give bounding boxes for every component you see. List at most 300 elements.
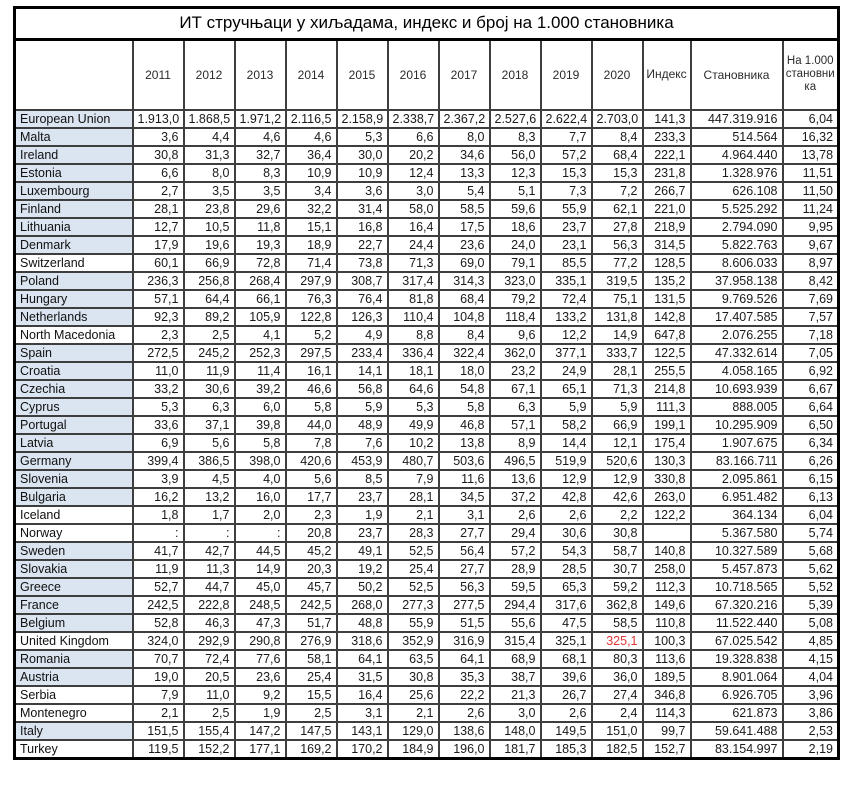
year-value-cell: 76,4 xyxy=(337,290,388,308)
table-row xyxy=(15,344,839,362)
population-cell: 10.693.939 xyxy=(691,380,783,398)
year-value-cell: 19,6 xyxy=(184,236,235,254)
year-value-cell: 19,0 xyxy=(133,668,184,686)
year-value-cell: 277,5 xyxy=(439,596,490,614)
year-value-cell: 31,3 xyxy=(184,146,235,164)
year-value-cell: 5,3 xyxy=(133,398,184,416)
year-value-cell: 7,7 xyxy=(541,128,592,146)
population-cell: 83.154.997 xyxy=(691,740,783,759)
table-row xyxy=(15,416,839,434)
year-value-cell: 10,9 xyxy=(337,164,388,182)
year-value-cell: 11,0 xyxy=(184,686,235,704)
year-value-cell: 16,4 xyxy=(388,218,439,236)
index-cell: 111,3 xyxy=(643,398,691,416)
year-value-cell: 89,2 xyxy=(184,308,235,326)
per-1000-cell: 9,67 xyxy=(783,236,839,254)
index-cell: 140,8 xyxy=(643,542,691,560)
country-name: Finland xyxy=(15,200,133,218)
population-cell: 67.320.216 xyxy=(691,596,783,614)
year-value-cell: 399,4 xyxy=(133,452,184,470)
year-value-cell: 2,4 xyxy=(592,704,643,722)
year-value-cell: 7,3 xyxy=(541,182,592,200)
year-header-2019: 2019 xyxy=(541,40,592,110)
year-value-cell: 6,6 xyxy=(388,128,439,146)
year-value-cell: 31,4 xyxy=(337,200,388,218)
country-name: Norway xyxy=(15,524,133,542)
index-cell: 113,6 xyxy=(643,650,691,668)
per-1000-cell: 5,62 xyxy=(783,560,839,578)
table-row xyxy=(15,290,839,308)
table-row xyxy=(15,470,839,488)
year-value-cell: 23,2 xyxy=(490,362,541,380)
index-cell: 149,6 xyxy=(643,596,691,614)
year-value-cell: 18,0 xyxy=(439,362,490,380)
year-value-cell: 333,7 xyxy=(592,344,643,362)
table-row xyxy=(15,218,839,236)
year-value-cell: 14,9 xyxy=(592,326,643,344)
year-value-cell: 55,6 xyxy=(490,614,541,632)
year-value-cell: 8,5 xyxy=(337,470,388,488)
population-cell: 17.407.585 xyxy=(691,308,783,326)
per-1000-cell: 6,92 xyxy=(783,362,839,380)
year-value-cell: 297,5 xyxy=(286,344,337,362)
population-cell: 5.457.873 xyxy=(691,560,783,578)
country-name: Estonia xyxy=(15,164,133,182)
year-value-cell: 49,1 xyxy=(337,542,388,560)
year-value-cell: 2.527,6 xyxy=(490,110,541,128)
country-name: North Macedonia xyxy=(15,326,133,344)
year-value-cell: 252,3 xyxy=(235,344,286,362)
year-value-cell: 45,7 xyxy=(286,578,337,596)
year-value-cell: 32,7 xyxy=(235,146,286,164)
year-value-cell: 71,3 xyxy=(388,254,439,272)
year-value-cell: 32,2 xyxy=(286,200,337,218)
index-cell: 141,3 xyxy=(643,110,691,128)
year-value-cell: 6,0 xyxy=(235,398,286,416)
year-value-cell: 13,6 xyxy=(490,470,541,488)
year-value-cell: 155,4 xyxy=(184,722,235,740)
index-cell: 142,8 xyxy=(643,308,691,326)
index-cell: 314,5 xyxy=(643,236,691,254)
year-value-cell: 3,4 xyxy=(286,182,337,200)
year-value-cell: 11,3 xyxy=(184,560,235,578)
year-value-cell: 92,3 xyxy=(133,308,184,326)
year-value-cell: 77,6 xyxy=(235,650,286,668)
year-value-cell: 5,6 xyxy=(286,470,337,488)
year-value-cell: 398,0 xyxy=(235,452,286,470)
year-value-cell: 1,8 xyxy=(133,506,184,524)
year-value-cell: 3,1 xyxy=(439,506,490,524)
index-cell: 263,0 xyxy=(643,488,691,506)
year-value-cell: 3,6 xyxy=(337,182,388,200)
year-value-cell: 18,9 xyxy=(286,236,337,254)
table-row xyxy=(15,200,839,218)
index-cell: 135,2 xyxy=(643,272,691,290)
year-value-cell: 5,9 xyxy=(592,398,643,416)
year-value-cell: 34,5 xyxy=(439,488,490,506)
year-value-cell: 1,9 xyxy=(235,704,286,722)
per-1000-cell: 6,50 xyxy=(783,416,839,434)
year-value-cell: 1,9 xyxy=(337,506,388,524)
per-1000-cell: 11,24 xyxy=(783,200,839,218)
per-1000-cell: 6,04 xyxy=(783,506,839,524)
year-value-cell: 39,8 xyxy=(235,416,286,434)
year-value-cell: 34,6 xyxy=(439,146,490,164)
year-value-cell: 17,7 xyxy=(286,488,337,506)
year-value-cell: 2,1 xyxy=(388,704,439,722)
table-row xyxy=(15,488,839,506)
population-cell: 2.076.255 xyxy=(691,326,783,344)
corner-cell xyxy=(15,40,133,110)
country-name: Poland xyxy=(15,272,133,290)
year-value-cell: 2,0 xyxy=(235,506,286,524)
year-value-cell: 71,3 xyxy=(592,380,643,398)
year-value-cell: 147,2 xyxy=(235,722,286,740)
year-value-cell: 20,5 xyxy=(184,668,235,686)
table-row xyxy=(15,614,839,632)
year-value-cell: 25,4 xyxy=(286,668,337,686)
year-value-cell: 325,1 xyxy=(541,632,592,650)
year-value-cell: 58,5 xyxy=(439,200,490,218)
year-value-cell: 4,6 xyxy=(235,128,286,146)
year-value-cell: 503,6 xyxy=(439,452,490,470)
year-value-cell: 38,7 xyxy=(490,668,541,686)
country-name: Luxembourg xyxy=(15,182,133,200)
year-value-cell: 2.338,7 xyxy=(388,110,439,128)
year-value-cell: 64,1 xyxy=(337,650,388,668)
year-value-cell: 11,6 xyxy=(439,470,490,488)
year-value-cell: 52,5 xyxy=(388,542,439,560)
population-cell: 2.095.861 xyxy=(691,470,783,488)
population-cell: 5.822.763 xyxy=(691,236,783,254)
year-value-cell: 18,1 xyxy=(388,362,439,380)
year-value-cell: 68,4 xyxy=(592,146,643,164)
per-1000-cell: 2,53 xyxy=(783,722,839,740)
year-value-cell: 2.116,5 xyxy=(286,110,337,128)
year-value-cell: 33,2 xyxy=(133,380,184,398)
year-value-cell: 76,3 xyxy=(286,290,337,308)
country-name: Denmark xyxy=(15,236,133,254)
year-value-cell: 276,9 xyxy=(286,632,337,650)
year-value-cell: 31,5 xyxy=(337,668,388,686)
index-cell: 131,5 xyxy=(643,290,691,308)
year-value-cell: 242,5 xyxy=(133,596,184,614)
year-value-cell: 5,3 xyxy=(337,128,388,146)
year-value-cell: 56,4 xyxy=(439,542,490,560)
year-value-cell: 8,8 xyxy=(388,326,439,344)
year-value-cell: 60,1 xyxy=(133,254,184,272)
year-value-cell: 2,6 xyxy=(439,704,490,722)
title-row xyxy=(15,8,839,40)
year-value-cell: 316,9 xyxy=(439,632,490,650)
year-value-cell: 46,8 xyxy=(439,416,490,434)
year-value-cell: 12,9 xyxy=(592,470,643,488)
table-row xyxy=(15,182,839,200)
year-value-cell: 149,5 xyxy=(541,722,592,740)
year-value-cell: 66,9 xyxy=(592,416,643,434)
year-value-cell: 29,6 xyxy=(235,200,286,218)
year-value-cell: 170,2 xyxy=(337,740,388,759)
index-cell xyxy=(643,524,691,542)
year-value-cell: 319,5 xyxy=(592,272,643,290)
year-value-cell: 30,8 xyxy=(133,146,184,164)
table-title: ИТ стручњаци у хиљадама, индекс и број на 1.000 становника xyxy=(15,8,839,40)
country-name: European Union xyxy=(15,110,133,128)
per-1000-cell: 13,78 xyxy=(783,146,839,164)
year-value-cell: 35,3 xyxy=(439,668,490,686)
index-cell: 130,3 xyxy=(643,452,691,470)
year-value-cell: 9,6 xyxy=(490,326,541,344)
year-value-cell: 2,6 xyxy=(490,506,541,524)
year-value-cell: 3,6 xyxy=(133,128,184,146)
country-name: Slovenia xyxy=(15,470,133,488)
table-row xyxy=(15,398,839,416)
year-value-cell: 27,7 xyxy=(439,524,490,542)
year-value-cell: 23,6 xyxy=(235,668,286,686)
year-value-cell: : xyxy=(235,524,286,542)
year-value-cell: 6,9 xyxy=(133,434,184,452)
year-value-cell: 13,3 xyxy=(439,164,490,182)
year-value-cell: 105,9 xyxy=(235,308,286,326)
year-value-cell: 36,0 xyxy=(592,668,643,686)
year-value-cell: 44,0 xyxy=(286,416,337,434)
year-value-cell: 51,7 xyxy=(286,614,337,632)
year-value-cell: 12,7 xyxy=(133,218,184,236)
table-row xyxy=(15,434,839,452)
per-1000-cell: 11,51 xyxy=(783,164,839,182)
population-cell: 11.522.440 xyxy=(691,614,783,632)
year-value-cell: 2.367,2 xyxy=(439,110,490,128)
year-value-cell: 6,3 xyxy=(490,398,541,416)
year-value-cell: 63,5 xyxy=(388,650,439,668)
year-value-cell: 59,6 xyxy=(490,200,541,218)
year-value-cell: 268,4 xyxy=(235,272,286,290)
year-value-cell: 54,8 xyxy=(439,380,490,398)
year-value-cell: 8,0 xyxy=(184,164,235,182)
year-value-cell: 7,2 xyxy=(592,182,643,200)
table-row xyxy=(15,686,839,704)
year-value-cell: 138,6 xyxy=(439,722,490,740)
year-value-cell: 11,0 xyxy=(133,362,184,380)
table-row xyxy=(15,722,839,740)
population-cell: 83.166.711 xyxy=(691,452,783,470)
year-value-cell: 66,1 xyxy=(235,290,286,308)
country-name: Serbia xyxy=(15,686,133,704)
per-1000-cell: 3,96 xyxy=(783,686,839,704)
year-value-cell: 25,4 xyxy=(388,560,439,578)
country-name: Slovakia xyxy=(15,560,133,578)
year-value-cell: 325,1 xyxy=(592,632,643,650)
year-value-cell: 317,6 xyxy=(541,596,592,614)
per-1000-cell: 7,05 xyxy=(783,344,839,362)
per-1000-cell: 4,15 xyxy=(783,650,839,668)
country-name: Romania xyxy=(15,650,133,668)
country-name: Belgium xyxy=(15,614,133,632)
year-value-cell: 362,0 xyxy=(490,344,541,362)
year-value-cell: 322,4 xyxy=(439,344,490,362)
year-value-cell: 2,3 xyxy=(133,326,184,344)
country-name: Ireland xyxy=(15,146,133,164)
table-row xyxy=(15,524,839,542)
table-row xyxy=(15,668,839,686)
year-value-cell: 4,0 xyxy=(235,470,286,488)
year-value-cell: 21,3 xyxy=(490,686,541,704)
index-cell: 647,8 xyxy=(643,326,691,344)
table-body xyxy=(15,110,839,759)
population-cell: 10.327.589 xyxy=(691,542,783,560)
year-value-cell: 20,2 xyxy=(388,146,439,164)
year-value-cell: 7,9 xyxy=(133,686,184,704)
year-value-cell: 3,0 xyxy=(388,182,439,200)
year-value-cell: 52,5 xyxy=(388,578,439,596)
year-value-cell: 68,9 xyxy=(490,650,541,668)
country-name: United Kingdom xyxy=(15,632,133,650)
year-value-cell: 57,1 xyxy=(133,290,184,308)
year-value-cell: 66,9 xyxy=(184,254,235,272)
country-name: Sweden xyxy=(15,542,133,560)
year-value-cell: 308,7 xyxy=(337,272,388,290)
table-row xyxy=(15,596,839,614)
year-value-cell: 104,8 xyxy=(439,308,490,326)
year-value-cell: 151,5 xyxy=(133,722,184,740)
table-row xyxy=(15,650,839,668)
year-value-cell: 11,9 xyxy=(184,362,235,380)
year-value-cell: 133,2 xyxy=(541,308,592,326)
year-value-cell: 24,9 xyxy=(541,362,592,380)
year-value-cell: 14,4 xyxy=(541,434,592,452)
year-value-cell: 292,9 xyxy=(184,632,235,650)
year-value-cell: 64,6 xyxy=(388,380,439,398)
year-value-cell: 5,4 xyxy=(439,182,490,200)
year-value-cell: 75,1 xyxy=(592,290,643,308)
population-cell: 10.718.565 xyxy=(691,578,783,596)
year-value-cell: 50,2 xyxy=(337,578,388,596)
year-value-cell: 5,3 xyxy=(388,398,439,416)
year-value-cell: 20,3 xyxy=(286,560,337,578)
year-value-cell: 10,2 xyxy=(388,434,439,452)
year-value-cell: 12,4 xyxy=(388,164,439,182)
year-value-cell: 69,0 xyxy=(439,254,490,272)
population-cell: 4.964.440 xyxy=(691,146,783,164)
country-name: Portugal xyxy=(15,416,133,434)
population-cell: 59.641.488 xyxy=(691,722,783,740)
year-value-cell: 58,5 xyxy=(592,614,643,632)
population-cell: 621.873 xyxy=(691,704,783,722)
year-value-cell: 24,0 xyxy=(490,236,541,254)
year-value-cell: 314,3 xyxy=(439,272,490,290)
country-name: Croatia xyxy=(15,362,133,380)
per-1000-column-header: На 1.000 становника xyxy=(783,40,839,110)
year-value-cell: 28,1 xyxy=(592,362,643,380)
year-value-cell: 352,9 xyxy=(388,632,439,650)
year-value-cell: 2,1 xyxy=(388,506,439,524)
country-name: Greece xyxy=(15,578,133,596)
year-value-cell: 30,6 xyxy=(184,380,235,398)
table-row xyxy=(15,164,839,182)
year-value-cell: 4,5 xyxy=(184,470,235,488)
year-value-cell: 52,8 xyxy=(133,614,184,632)
year-header-2014: 2014 xyxy=(286,40,337,110)
year-header-2016: 2016 xyxy=(388,40,439,110)
country-name: Switzerland xyxy=(15,254,133,272)
index-cell: 122,2 xyxy=(643,506,691,524)
per-1000-cell: 6,15 xyxy=(783,470,839,488)
table-row xyxy=(15,740,839,759)
year-value-cell: 4,6 xyxy=(286,128,337,146)
year-value-cell: 12,3 xyxy=(490,164,541,182)
year-value-cell: 7,6 xyxy=(337,434,388,452)
year-value-cell: 16,4 xyxy=(337,686,388,704)
index-cell: 110,8 xyxy=(643,614,691,632)
year-value-cell: 184,9 xyxy=(388,740,439,759)
per-1000-cell: 8,97 xyxy=(783,254,839,272)
index-cell: 221,0 xyxy=(643,200,691,218)
year-header-2011: 2011 xyxy=(133,40,184,110)
year-value-cell: 19,3 xyxy=(235,236,286,254)
table-row xyxy=(15,542,839,560)
year-header-2020: 2020 xyxy=(592,40,643,110)
year-value-cell: 5,8 xyxy=(439,398,490,416)
population-cell: 6.926.705 xyxy=(691,686,783,704)
year-value-cell: 386,5 xyxy=(184,452,235,470)
table-row xyxy=(15,578,839,596)
year-value-cell: 49,9 xyxy=(388,416,439,434)
table-row xyxy=(15,110,839,128)
population-cell: 514.564 xyxy=(691,128,783,146)
year-value-cell: 236,3 xyxy=(133,272,184,290)
year-value-cell: 1,7 xyxy=(184,506,235,524)
table-row xyxy=(15,128,839,146)
index-cell: 346,8 xyxy=(643,686,691,704)
year-value-cell: 57,1 xyxy=(490,416,541,434)
year-value-cell: 2,5 xyxy=(184,326,235,344)
per-1000-cell: 5,52 xyxy=(783,578,839,596)
year-value-cell: 362,8 xyxy=(592,596,643,614)
year-value-cell: 272,5 xyxy=(133,344,184,362)
year-value-cell: 519,9 xyxy=(541,452,592,470)
country-name: Netherlands xyxy=(15,308,133,326)
year-value-cell: 18,6 xyxy=(490,218,541,236)
year-value-cell: 52,7 xyxy=(133,578,184,596)
table-row xyxy=(15,326,839,344)
year-value-cell: 126,3 xyxy=(337,308,388,326)
index-cell: 112,3 xyxy=(643,578,691,596)
year-value-cell: 4,9 xyxy=(337,326,388,344)
year-value-cell: 46,3 xyxy=(184,614,235,632)
per-1000-cell: 6,34 xyxy=(783,434,839,452)
year-value-cell: 12,2 xyxy=(541,326,592,344)
population-cell: 4.058.165 xyxy=(691,362,783,380)
year-value-cell: 323,0 xyxy=(490,272,541,290)
year-value-cell: 147,5 xyxy=(286,722,337,740)
year-value-cell: 23,7 xyxy=(337,488,388,506)
year-value-cell: 122,8 xyxy=(286,308,337,326)
population-cell: 447.319.916 xyxy=(691,110,783,128)
year-value-cell: 8,3 xyxy=(490,128,541,146)
year-value-cell: 12,9 xyxy=(541,470,592,488)
year-value-cell: 318,6 xyxy=(337,632,388,650)
year-value-cell: 1.913,0 xyxy=(133,110,184,128)
year-value-cell: 54,3 xyxy=(541,542,592,560)
per-1000-cell: 6,13 xyxy=(783,488,839,506)
year-value-cell: 44,5 xyxy=(235,542,286,560)
table-row xyxy=(15,380,839,398)
table-row xyxy=(15,146,839,164)
index-cell: 99,7 xyxy=(643,722,691,740)
per-1000-cell: 9,95 xyxy=(783,218,839,236)
year-value-cell: 5,9 xyxy=(337,398,388,416)
population-cell: 2.794.090 xyxy=(691,218,783,236)
